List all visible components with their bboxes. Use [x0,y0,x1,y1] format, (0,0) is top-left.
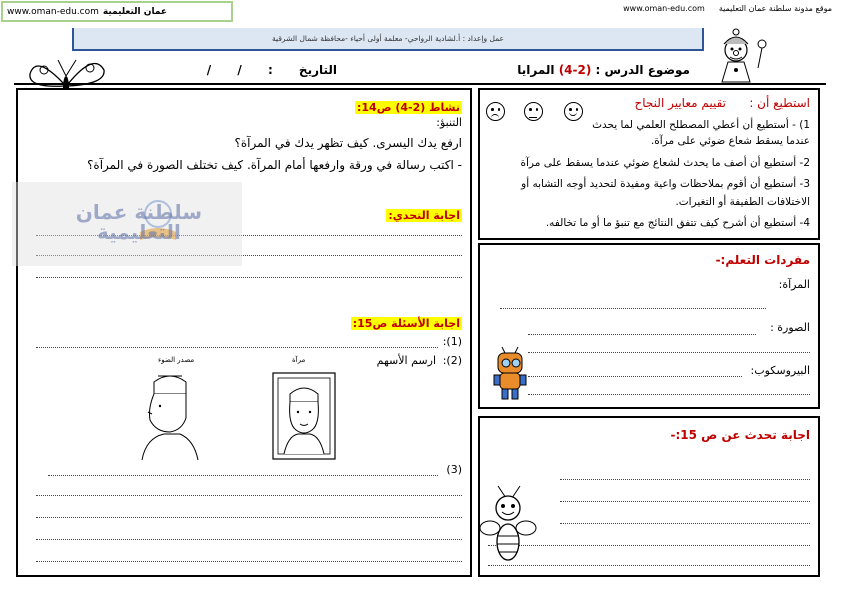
neutral-face-icon[interactable] [524,102,543,121]
answer-line[interactable] [48,474,438,476]
answer-3-label: (3) [446,463,462,476]
answer-line[interactable] [36,346,438,348]
prediction-label: التنبؤ: [436,116,462,129]
lesson-topic [517,63,690,77]
answer-2-label: (2): [442,354,462,367]
answer-line[interactable] [500,307,766,309]
banner-underline [72,49,704,51]
answer-line[interactable] [560,522,810,524]
date-label: التاريخ : [267,63,337,77]
topic-number: (2-4) [558,63,592,77]
date-value[interactable]: / / [206,63,242,77]
watermark-text [76,202,202,242]
criteria-item-4: 4- أستطيع أن أشرح كيف تتفق النتائج مع تنبؤ ما أو ما تخالفه. [545,217,810,229]
answer-line[interactable] [528,333,756,335]
fig-mirror-label: مرآة [292,356,306,364]
answer-line[interactable] [528,351,810,353]
answer-line[interactable] [560,500,810,502]
banner-text: عمل وإعداد : أ.لشادية الرواحي- معلمة أولى أحياء -محافظة شمال الشرقية [272,34,504,43]
criteria-heading: تقييم معايير النجاح [634,96,726,110]
activity-title-text: نشاط (2-4) ص14: [356,101,460,114]
site-label-box[interactable] [1,1,233,22]
challenge-title-text: اجابة التحدي: [388,209,460,222]
top-right-url[interactable]: www.oman-edu.com [623,4,705,13]
answer-line[interactable] [36,538,462,540]
answer-line[interactable] [36,494,462,496]
criteria-item-3: 3- أستطيع أن أقوم بملاحظات واعية ومفيدة لتحديد أوجه التشابه أو الاختلافات الطفيفة أو التغيرات. [521,178,810,208]
activity-panel [16,88,472,577]
boy-figure [136,368,200,462]
question-2: - اكتب رسالة في ورقة وارفعها أمام المرآة. كيف تختلف الصورة في المرآة؟ [87,158,462,172]
answer-line[interactable] [528,375,742,377]
watermark-line-2: التعليمية [96,220,181,244]
question-1: ارفع يدك اليسرى. كيف تظهر يدك في المرآة؟ [234,136,462,150]
topic-prefix: موضوع الدرس : [595,63,690,77]
sad-face-icon[interactable] [486,102,505,121]
date-field [207,63,337,77]
vocab-title: مفردات التعلم:- [715,253,810,267]
activity-title [355,96,462,115]
vocab-mirror: المرآة: [778,278,810,291]
topic-title: المرايا [517,63,555,77]
happy-face-icon[interactable] [564,102,583,121]
criteria-item-2: 2- أستطيع أن أصف ما يحدث لشعاع ضوئي عندما يسقط على مرآة [520,157,810,169]
bee-illustration [476,484,540,574]
site-name: عمان التعليمية [102,6,168,17]
questions-title-text: اجابة الأسئلة ص15: [352,317,460,330]
vocab-image: الصورة : [770,321,810,334]
author-banner [72,28,704,49]
answer-line[interactable] [36,276,462,278]
vocab-periscope: البيروسكوب: [750,364,810,377]
answer-line[interactable] [36,516,462,518]
questions-title [351,312,462,331]
robot-illustration [492,345,528,405]
answer-line[interactable] [528,393,810,395]
top-right-label: موقع مدونة سلطنة عمان التعليمية [718,4,832,13]
top-right-header [623,4,832,13]
vocabulary-panel [478,243,820,409]
criteria-item-1: 1) - أستطيع أن أعطي المصطلح العلمي لما يحدث عندما يسقط شعاع ضوئي على مرآة. [592,119,810,147]
watermark-logo [12,182,242,266]
site-url[interactable]: www.oman-edu.com [7,6,99,17]
topic-row [0,59,842,83]
answer-2-text: ارسم الأسهم [376,354,436,367]
watermark-line-1: سلطنة عمان [75,200,202,224]
mirror-figure [272,372,336,460]
header-divider [14,83,826,85]
criteria-heading-prefix: استطيع أن : [749,96,810,110]
talk-panel [478,416,820,577]
challenge-title [386,204,462,223]
success-criteria-panel [478,88,820,240]
talk-title: اجابة تحدث عن ص 15:- [670,428,810,442]
answer-line[interactable] [560,478,810,480]
answer-1-label: (1): [442,335,462,348]
fig-light-label: مصدر الضوء [158,356,195,364]
answer-line[interactable] [36,560,462,562]
